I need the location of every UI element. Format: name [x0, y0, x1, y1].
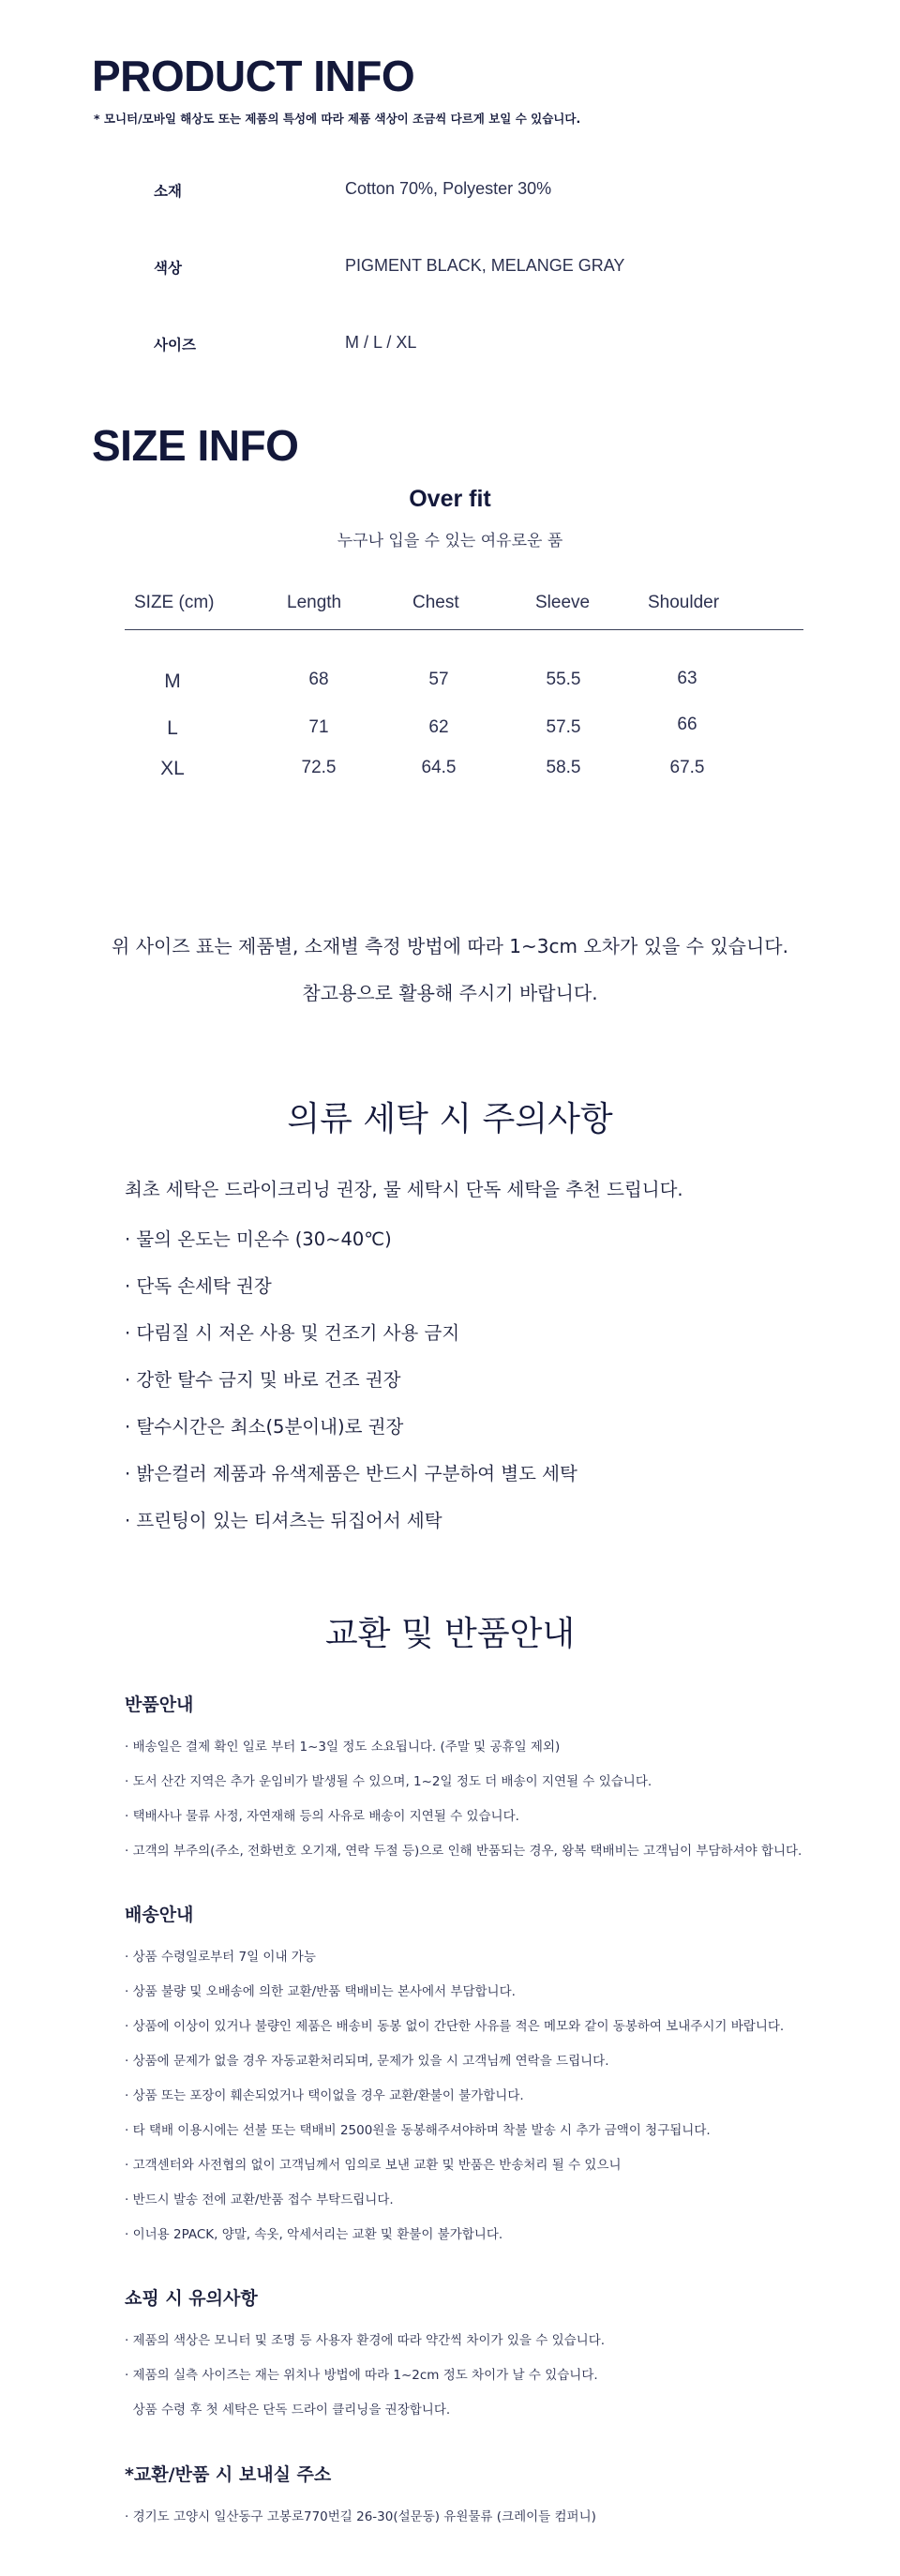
- color-label: 색상: [154, 260, 182, 277]
- row-m-sleeve: 55.5: [546, 670, 581, 689]
- shopping-item: · 제품의 색상은 모니터 및 조명 등 사용자 환경에 따라 약간씩 차이가 있을 수 있습니다.: [125, 2333, 606, 2348]
- delivery-heading: 배송안내: [125, 1905, 194, 1925]
- row-xl-sleeve: 58.5: [546, 758, 581, 777]
- delivery-item: · 타 택배 이용시에는 선불 또는 택배비 2500원을 동봉해주셔야하며 착불 발송 시 추가 금액이 청구됩니다.: [125, 2123, 711, 2138]
- shopping-heading: 쇼핑 시 유의사항: [125, 2288, 258, 2309]
- laundry-item: · 다림질 시 저온 사용 및 건조기 사용 금지: [125, 1322, 460, 1344]
- row-xl-chest: 64.5: [421, 758, 457, 777]
- delivery-item: · 이너용 2PACK, 양말, 속옷, 악세서리는 교환 및 환불이 불가합니다.: [125, 2227, 503, 2242]
- exchange-title: 교환 및 반품안내: [324, 1615, 576, 1653]
- size-label: 사이즈: [154, 337, 196, 354]
- row-l-shoulder: 66: [677, 715, 698, 734]
- row-xl-shoulder: 67.5: [669, 758, 705, 777]
- row-l-length: 71: [308, 717, 329, 737]
- row-l-chest: 62: [428, 717, 449, 737]
- delivery-item: · 상품 불량 및 오배송에 의한 교환/반품 택배비는 본사에서 부담합니다.: [125, 1984, 516, 1999]
- return-item: · 도서 산간 지역은 추가 운임비가 발생될 수 있으며, 1~2일 정도 더 배송이 지연될 수 있습니다.: [125, 1774, 652, 1789]
- row-xl-size: XL: [160, 758, 185, 779]
- return-heading: 반품안내: [125, 1695, 194, 1715]
- size-notice-1: 위 사이즈 표는 제품별, 소재별 측정 방법에 따라 1~3cm 오차가 있을 수 있습니다.: [112, 935, 788, 957]
- laundry-item: · 밝은컬러 제품과 유색제품은 반드시 구분하여 별도 세탁: [125, 1463, 578, 1484]
- laundry-title: 의류 세탁 시 주의사항: [287, 1100, 613, 1138]
- laundry-item: · 탈수시간은 최소(5분이내)로 권장: [125, 1416, 404, 1438]
- laundry-intro: 최초 세탁은 드라이크리닝 권장, 물 세탁시 단독 세탁을 추천 드립니다.: [125, 1179, 683, 1200]
- return-item: · 택배사나 물류 사정, 자연재해 등의 사유로 배송이 지연될 수 있습니다.: [125, 1809, 519, 1824]
- size-notice-2: 참고용으로 활용해 주시기 바랍니다.: [302, 982, 598, 1004]
- material-value: Cotton 70%, Polyester 30%: [345, 179, 552, 198]
- row-l-sleeve: 57.5: [546, 717, 581, 737]
- return-address-heading: *교환/반품 시 보내실 주소: [125, 2464, 332, 2485]
- row-l-size: L: [167, 717, 178, 739]
- row-m-chest: 57: [428, 670, 449, 689]
- col-shoulder: Shoulder: [648, 593, 720, 612]
- shopping-item: · 제품의 실측 사이즈는 재는 위치나 방법에 따라 1~2cm 정도 차이가 날 수 있습니다.: [125, 2368, 598, 2383]
- fit-description: 누구나 입을 수 있는 여유로운 품: [337, 532, 563, 550]
- row-xl-length: 72.5: [301, 758, 337, 777]
- row-m-length: 68: [308, 670, 329, 689]
- col-sleeve: Sleeve: [535, 593, 591, 612]
- col-chest: Chest: [412, 593, 459, 612]
- row-m-shoulder: 63: [677, 669, 698, 688]
- table-header-rule: [125, 629, 803, 630]
- return-item: · 고객의 부주의(주소, 전화번호 오기재, 연락 두절 등)으로 인해 반품되는 경우, 왕복 택배비는 고객님이 부담하셔야 합니다.: [125, 1844, 802, 1859]
- size-info-title: SIZE INFO: [92, 421, 299, 470]
- return-address: · 경기도 고양시 일산동구 고봉로770번길 26-30(설문동) 유원물류 (크레이들 컴퍼니): [125, 2509, 596, 2524]
- delivery-item: · 상품 수령일로부터 7일 이내 가능: [125, 1950, 316, 1965]
- delivery-item: · 고객센터와 사전협의 없이 고객님께서 임의로 보낸 교환 및 반품은 반송처리 될 수 있으니: [125, 2158, 622, 2173]
- col-length: Length: [287, 593, 342, 612]
- delivery-item: · 반드시 발송 전에 교환/반품 접수 부탁드립니다.: [125, 2192, 394, 2207]
- laundry-item: · 강한 탈수 금지 및 바로 건조 권장: [125, 1369, 401, 1391]
- shopping-item: 상품 수령 후 첫 세탁은 단독 드라이 클리닝을 권장합니다.: [125, 2403, 451, 2418]
- fit-title: Over fit: [409, 486, 491, 512]
- monitor-notice: * 모니터/모바일 해상도 또는 제품의 특성에 따라 제품 색상이 조금씩 다르게 보일 수 있습니다.: [94, 112, 581, 126]
- delivery-item: · 상품에 이상이 있거나 불량인 제품은 배송비 동봉 없이 간단한 사유를 적은 메모와 같이 동봉하여 보내주시기 바랍니다.: [125, 2019, 785, 2034]
- row-m-size: M: [164, 670, 181, 692]
- size-value: M / L / XL: [345, 333, 417, 352]
- laundry-item: · 물의 온도는 미온수 (30~40℃): [125, 1228, 392, 1250]
- color-value: PIGMENT BLACK, MELANGE GRAY: [345, 256, 625, 275]
- col-size: SIZE (cm): [134, 593, 215, 612]
- laundry-item: · 프린팅이 있는 티셔츠는 뒤집어서 세탁: [125, 1510, 442, 1531]
- delivery-item: · 상품에 문제가 없을 경우 자동교환처리되며, 문제가 있을 시 고객님께 연락을 드립니다.: [125, 2054, 609, 2069]
- product-info-title: PRODUCT INFO: [92, 52, 415, 100]
- material-label: 소재: [154, 183, 182, 200]
- delivery-item: · 상품 또는 포장이 훼손되었거나 택이없을 경우 교환/환불이 불가합니다.: [125, 2088, 524, 2103]
- return-item: · 배송일은 결제 확인 일로 부터 1~3일 정도 소요됩니다. (주말 및 공휴일 제외): [125, 1740, 561, 1755]
- laundry-item: · 단독 손세탁 권장: [125, 1275, 272, 1297]
